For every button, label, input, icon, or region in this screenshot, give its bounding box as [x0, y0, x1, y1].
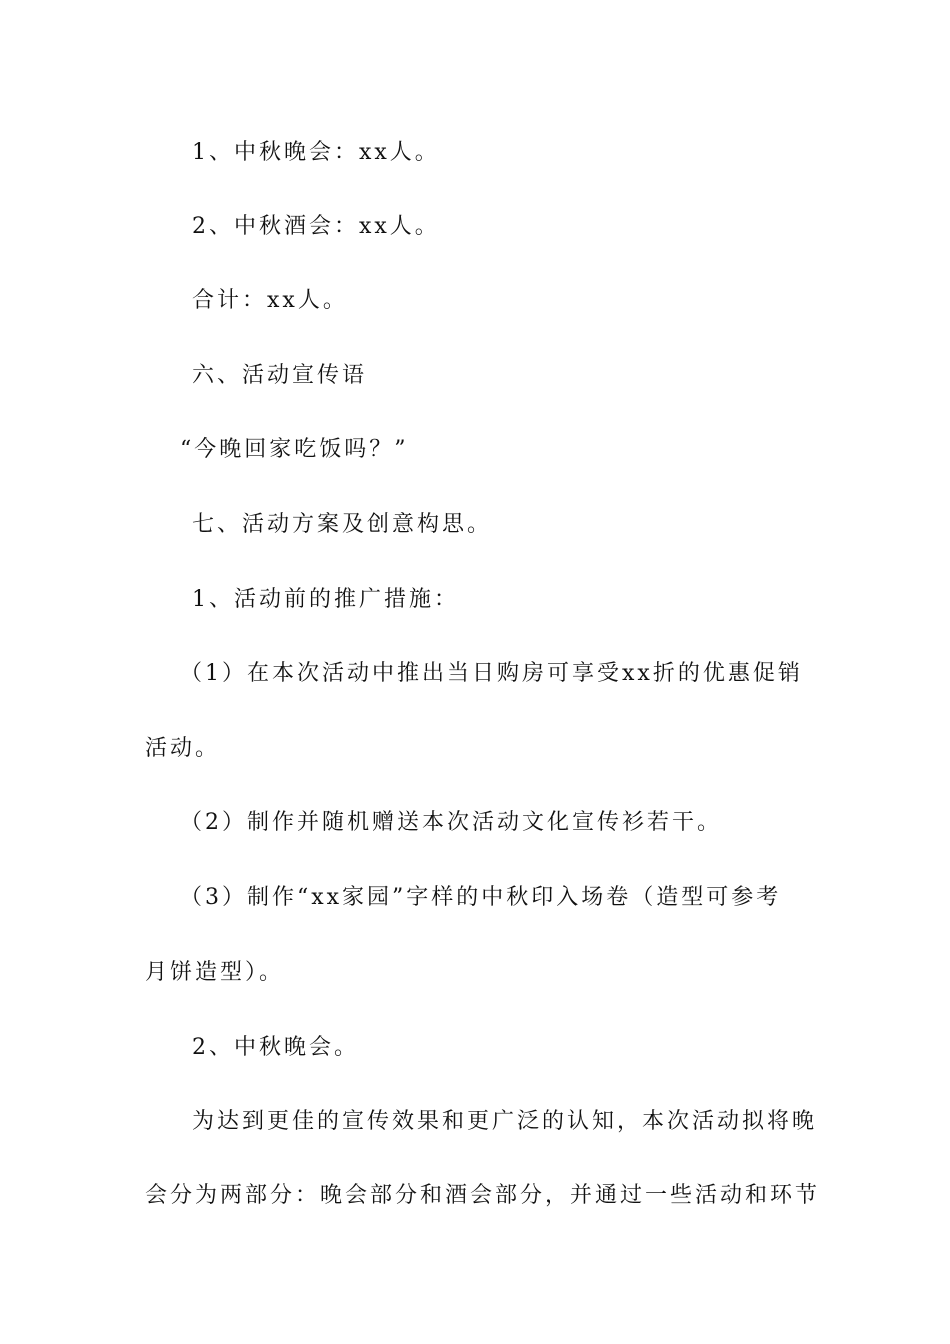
attendance-total-line: 合计：xx人。	[192, 288, 348, 313]
section-seven-heading: 七、活动方案及创意构思。	[192, 512, 493, 537]
slogan-line: “今晚回家吃饭吗？”	[180, 437, 409, 462]
attendance-reception-line: 2、中秋酒会：xx人。	[192, 214, 440, 239]
promotion-item-2: （2）制作并随机赠送本次活动文化宣传衫若干。	[180, 810, 722, 835]
promotion-item-3-continued: 月饼造型）。	[145, 960, 285, 985]
promotion-item-1-continued: 活动。	[145, 736, 221, 761]
promotion-heading: 1、活动前的推广措施：	[192, 587, 459, 612]
gala-heading: 2、中秋晚会。	[192, 1035, 359, 1060]
gala-paragraph-line-2: 会分为两部分：晚会部分和酒会部分，并通过一些活动和环节	[145, 1183, 821, 1208]
promotion-item-1: （1）在本次活动中推出当日购房可享受xx折的优惠促销	[180, 661, 803, 686]
attendance-gala-line: 1、中秋晚会：xx人。	[192, 140, 440, 165]
gala-paragraph-line-1: 为达到更佳的宣传效果和更广泛的认知，本次活动拟将晚	[192, 1109, 818, 1134]
section-six-heading: 六、活动宣传语	[192, 363, 368, 388]
promotion-item-3: （3）制作“xx家园”字样的中秋印入场卷（造型可参考	[180, 885, 782, 910]
